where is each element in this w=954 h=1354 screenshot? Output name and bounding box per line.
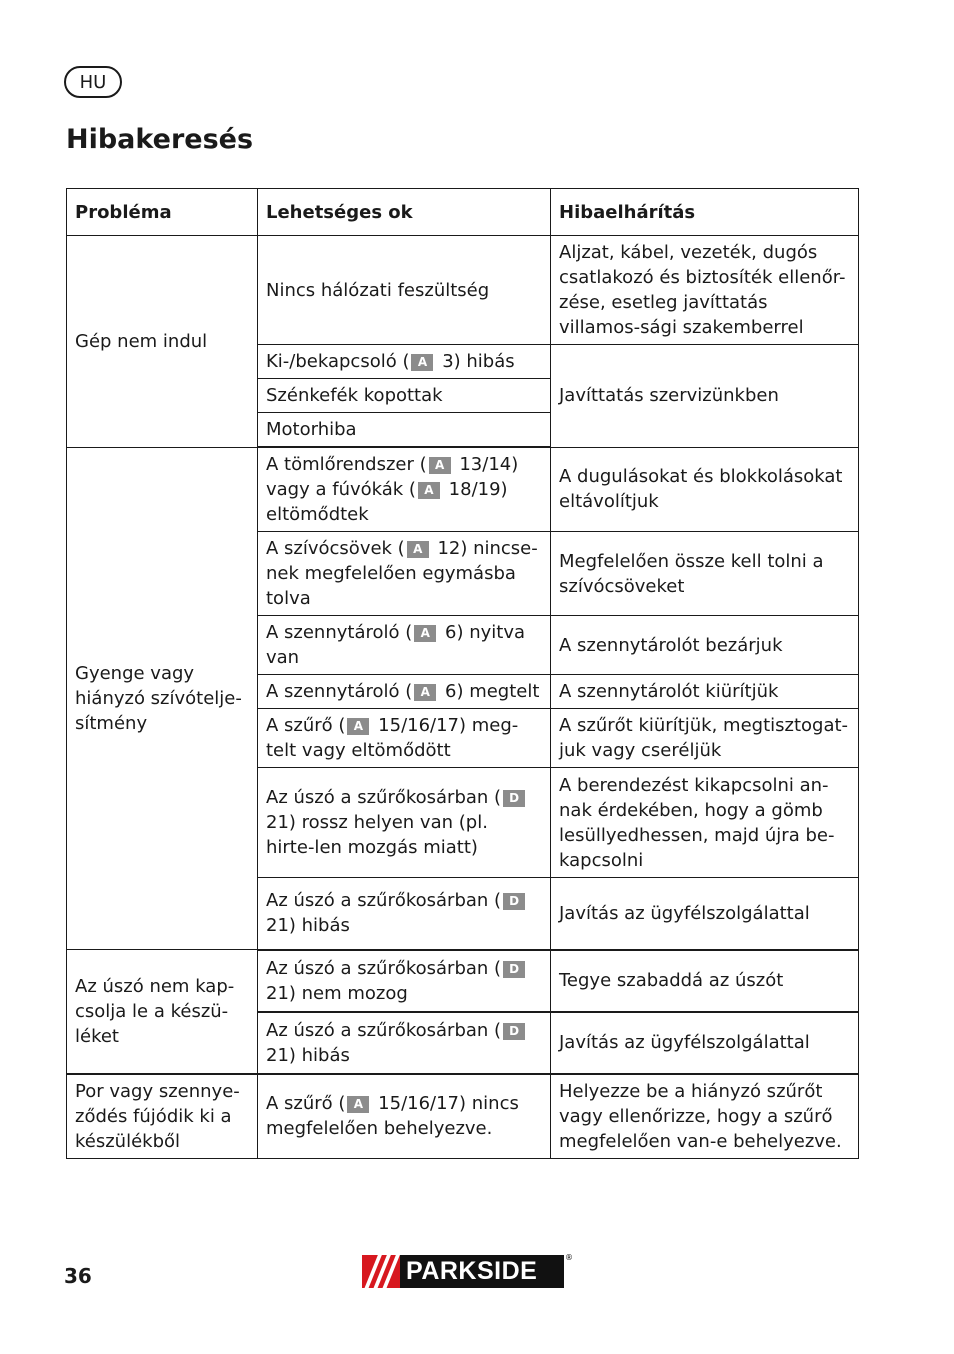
cause-cell: Nincs hálózati feszültség: [258, 236, 551, 345]
solution-cell: Javíttatás szervizünkben: [551, 345, 859, 448]
solution-cell: Javítás az ügyfélszolgálattal: [551, 878, 859, 950]
table-header-row: [67, 189, 859, 236]
registered-mark: ®: [565, 1253, 573, 1262]
figure-ref-badge: A: [347, 718, 369, 735]
cause-cell: Az úszó a szűrőkosárban ( D 21) hibás: [258, 1012, 551, 1074]
page-number: 36: [64, 1264, 92, 1288]
problem-cell: Por vagy szennye-ződés fújódik ki a készülékből: [67, 1074, 258, 1159]
table-row: [67, 1074, 859, 1159]
solution-cell: A berendezést kikapcsolni an-nak érdekében, hogy a gömb lesüllyedhessen, majd újra be-kapcsolni: [551, 768, 859, 878]
solution-cell: A szennytárolót bezárjuk: [551, 616, 859, 675]
cause-cell: A szűrő ( A 15/16/17) meg-telt vagy eltömődött: [258, 709, 551, 768]
page-title: Hibakeresés: [66, 124, 254, 155]
figure-ref-badge: D: [503, 1023, 525, 1040]
cause-cell: Szénkefék kopottak: [258, 379, 551, 413]
column-header-solution: Hibaelhárítás: [551, 189, 859, 236]
cause-cell: Ki-/bekapcsoló ( A 3) hibás: [258, 345, 551, 379]
logo-wordmark: PARKSIDE: [406, 1257, 538, 1285]
cause-cell: A tömlőrendszer ( A 13/14) vagy a fúvókák ( A 18/19) eltömődtek: [258, 447, 551, 532]
cause-cell: Az úszó a szűrőkosárban ( D 21) rossz helyen van (pl. hirte-len mozgás miatt): [258, 768, 551, 878]
logo-slashes-icon: [362, 1255, 400, 1288]
cause-cell: A szennytároló ( A 6) nyitva van: [258, 616, 551, 675]
cause-cell: A szűrő ( A 15/16/17) nincs megfelelően behelyezve.: [258, 1074, 551, 1159]
figure-ref-badge: A: [429, 457, 451, 474]
language-badge: HU: [64, 66, 122, 98]
table-row: [67, 950, 859, 1012]
cause-cell: A szívócsövek ( A 12) nincse-nek megfelelően egymásba tolva: [258, 532, 551, 616]
figure-ref-badge: A: [347, 1096, 369, 1113]
figure-ref-badge: D: [503, 790, 525, 807]
table-row: [67, 447, 859, 532]
troubleshooting-table: [66, 188, 859, 1159]
column-header-problem: Probléma: [67, 189, 258, 236]
figure-ref-badge: A: [418, 482, 440, 499]
figure-ref-badge: D: [503, 961, 525, 978]
solution-cell: Helyezze be a hiányzó szűrőt vagy ellenőrizze, hogy a szűrő megfelelően van-e behelyezve.: [551, 1074, 859, 1159]
figure-ref-badge: A: [414, 684, 436, 701]
cause-cell: Motorhiba: [258, 413, 551, 448]
figure-ref-badge: A: [407, 541, 429, 558]
solution-cell: Megfelelően össze kell tolni a szívócsöveket: [551, 532, 859, 616]
figure-ref-badge: A: [411, 354, 433, 371]
cause-cell: Az úszó a szűrőkosárban ( D 21) hibás: [258, 878, 551, 950]
solution-cell: A dugulásokat és blokkolásokat eltávolítjuk: [551, 447, 859, 532]
cause-cell: A szennytároló ( A 6) megtelt: [258, 675, 551, 709]
cause-cell: Az úszó a szűrőkosárban ( D 21) nem mozog: [258, 950, 551, 1012]
problem-cell: Gép nem indul: [67, 236, 258, 448]
parkside-logo: [362, 1253, 573, 1288]
figure-ref-badge: D: [503, 893, 525, 910]
table-row: [67, 236, 859, 345]
solution-cell: Javítás az ügyfélszolgálattal: [551, 1012, 859, 1074]
problem-cell: Gyenge vagy hiányzó szívótelje-sítmény: [67, 447, 258, 950]
solution-cell: Aljzat, kábel, vezeték, dugós csatlakozó és biztosíték ellenőr-zése, esetleg javíttatás villamos-sági szakemberrel: [551, 236, 859, 345]
solution-cell: Tegye szabaddá az úszót: [551, 950, 859, 1012]
solution-cell: A szűrőt kiürítjük, megtisztogat-juk vagy cseréljük: [551, 709, 859, 768]
column-header-cause: Lehetséges ok: [258, 189, 551, 236]
problem-cell: Az úszó nem kap-csolja le a készü-léket: [67, 950, 258, 1074]
solution-cell: A szennytárolót kiürítjük: [551, 675, 859, 709]
figure-ref-badge: A: [414, 625, 436, 642]
